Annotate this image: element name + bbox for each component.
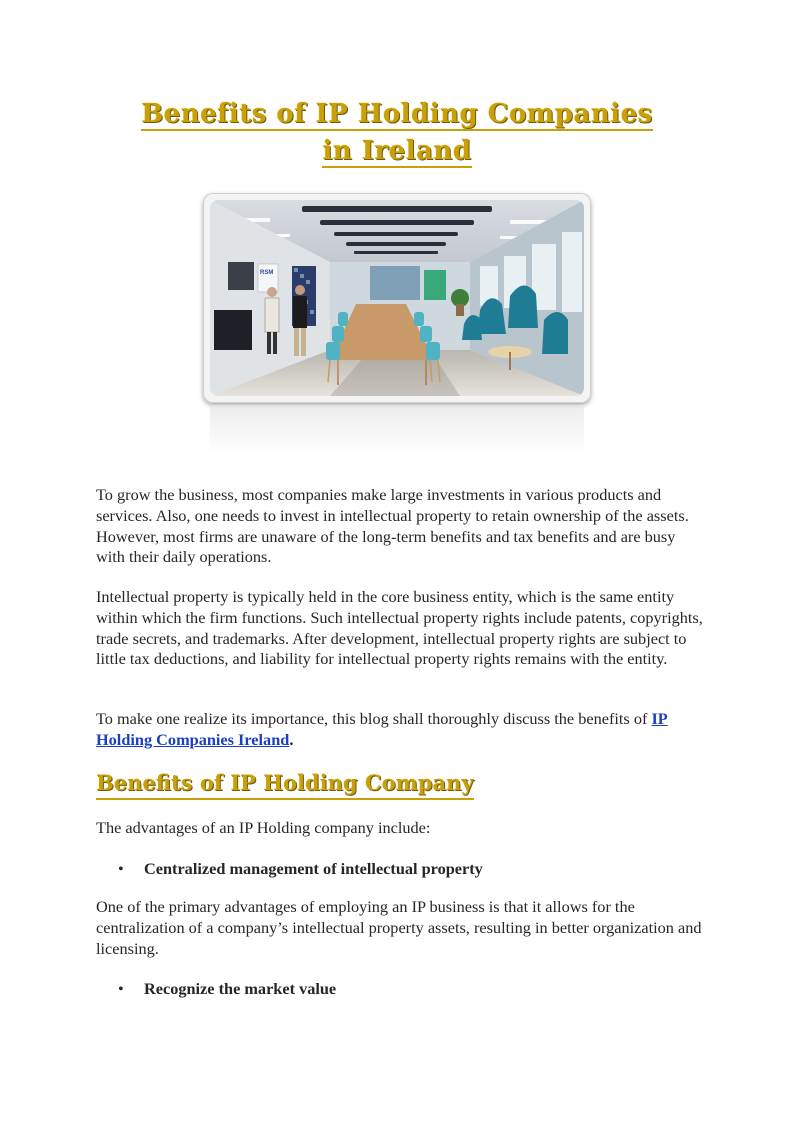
centralization-paragraph: One of the primary advantages of employing an IP business is that it allows for the centralization of a company’s intellectual property assets, resulting in better organization and licensing.: [96, 897, 702, 958]
bullet-text: Recognize the market value: [144, 979, 337, 998]
hero-image-reflection: [210, 405, 584, 455]
office-interior-photo: [210, 200, 584, 396]
advantages-intro: The advantages of an IP Holding company include:: [96, 818, 431, 837]
intro-paragraph: To grow the business, most companies make large investments in various products and services. Also, one needs to invest in intellectual property to retain ownership of the assets. However, most firms are unaware of the long-term benefits and tax benefits and are busy with their daily operations.: [96, 485, 689, 567]
importance-text: To make one realize its importance, this blog shall thoroughly discuss the benefits of: [96, 709, 652, 728]
ip-holding-companies-link[interactable]: IP Holding Companies Ireland: [96, 709, 668, 749]
page-title: [0, 96, 794, 170]
title-line-1: Benefits of IP Holding Companies: [141, 99, 653, 129]
hero-image-frame: [203, 193, 591, 403]
bullet-icon: •: [118, 979, 124, 998]
ip-entity-paragraph: Intellectual property is typically held in the core business entity, which is the same entity within which the firm functions. Such intellectual property rights include patents, copyrights, trade secrets, and trademarks. After development, intellectual property rights are subject to little tax deductions, and liability for intellectual property rights remains with the entity.: [96, 587, 703, 669]
importance-period: .: [289, 729, 294, 749]
bullet-icon: •: [118, 859, 124, 878]
importance-paragraph: [96, 709, 706, 751]
title-line-2: in Ireland: [322, 136, 472, 166]
bullet-text: Centralized management of intellectual property: [144, 859, 483, 878]
section-heading: Benefits of IP Holding Company: [96, 768, 474, 800]
svg-text:RSM: RSM: [260, 270, 274, 276]
